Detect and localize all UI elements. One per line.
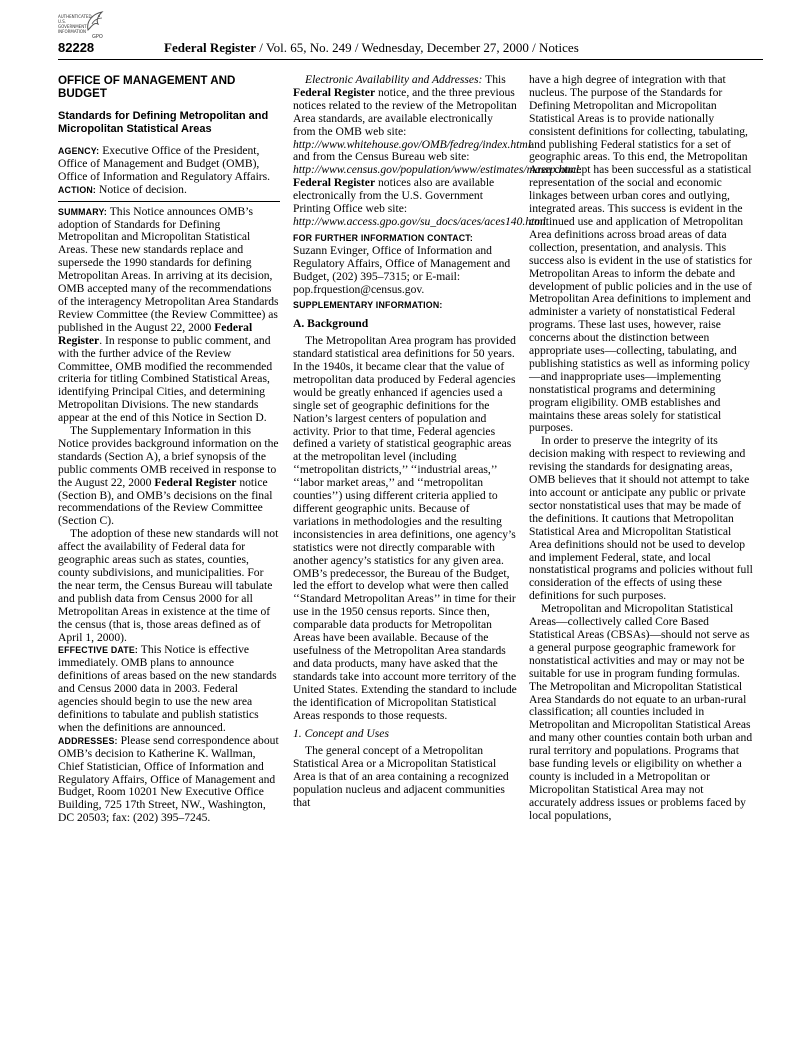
integrity-paragraph: In order to preserve the integrity of its decision making with respect to reviewing and revising the standards for designating areas, OMB believes that it should not attempt to take into account or anticipate any public or private sector nonstatistical uses that may be made of the definitions. It cautions that Metropolitan Statistical Area and Micropolitan Statistical Area definitions should not be used to develop and implement Federal, state, and local nonstatistical programs and policies without full consideration of the effects of using these definitions for such purposes.	[529, 434, 753, 603]
concept-paragraph: The general concept of a Metropolitan Statistical Area or a Micropolitan Statistical Area is that of an area containing a recognized population nucleus and adjacent communities that	[293, 744, 509, 809]
contact-text: Suzann Evinger, Office of Information and Regulatory Affairs, Office of Management and Budget, (202) 395–7315; or E-mail: pop.frquestion@census.gov.	[293, 243, 511, 296]
ea-text-3: and from the Census Bureau web site:	[293, 150, 470, 164]
action-label: ACTION:	[58, 184, 97, 195]
supp-text-2: notice (Section B), and OMB’s decisions on the final recommendations of the Review Committee (Section C).	[58, 475, 273, 528]
column-2	[293, 73, 582, 810]
section-a-heading: A. Background	[293, 317, 369, 331]
agency-label: AGENCY:	[58, 146, 100, 156]
purpose-paragraph: have a high degree of integration with that nucleus. The purpose of the Standards for Defining Metropolitan and Micropolitan Statistical Areas is to provide nationally consistent definitions for collecting, tabulating, and publishing Federal statistics for a set of geographic areas. To this end, the Metropolitan Area concept has been successful as a statistical representation of the social and economic linkages between urban cores and outlying, integrated areas. This success is evident in the continued use and application of Metropolitan Area definitions across broad areas of data collection, presentation, and analysis. This success also is evident in the use of statistics for Metropolitan Areas to inform the debate and development of public policies and in the use of Metropolitan Area definitions to implement and administer a variety of nonstatistical Federal programs. These last uses, however, raise concerns about the distinction between appropriate uses—collecting, tabulating, and publishing statistics as well as informing policy—and inappropriate uses—implementing nonstatistical programs and determining program eligibility. OMB establishes and maintains these areas solely for statistical purposes.	[529, 73, 753, 435]
addresses-text: Please send correspondence about OMB’s decision to Katherine K. Wallman, Chief Statistician, Office of Information and Regulatory Affairs, Office of Management and Budget, Room 10201 New Executive Office Building, 725 17th Street, NW., Washington, DC 20503; fax: (202) 395–7245.	[58, 733, 279, 825]
federal-register-ref: Federal Register	[293, 176, 376, 190]
agency-paragraph	[58, 145, 280, 184]
cbsa-paragraph: Metropolitan and Micropolitan Statistical Areas—collectively called Core Based Statistical Areas (CBSAs)—should not serve as a general purpose geographic framework for nonstatistical activities and may or may not be suitable for use in program funding formulas. The Metropolitan and Micropolitan Statistical Area Standards do not equate to an urban-rural classification; all counties included in Metropolitan and Micropolitan Statistical Areas and many other counties contain both urban and rural territory and populations. Programs that base funding levels or eligibility on whether a county is included in a Metropolitan or Micropolitan Statistical Area may not accurately address issues or problems faced by local populations,	[529, 602, 753, 822]
summary-text-2: . In response to public comment, and with the further advice of the Review Committee, OMB modified the recommended criteria for titling Combined Statistical Areas, identifying Principal Cities, and determining Metropolitan Divisions. The new standards appear at the end of this Notice in Section D.	[58, 333, 273, 425]
background-paragraph: The Metropolitan Area program has provided standard statistical area definitions for 50 years. In the 1940s, it became clear that the value of metropolitan data produced by Federal agencies would be greatly enhanced if agencies used a single set of geographic definitions for the Nation’s largest centers of population and activity. Prior to that time, Federal agencies defined a variety of statistical geographic areas at the metropolitan level (including ‘‘metropolitan districts,’’ ‘‘industrial areas,’’ ‘‘labor market areas,’’ and ‘‘metropolitan counties’’) using different criteria applied to different geographic units. Because of variations in methodologies and the resulting inconsistencies in area definitions, one agency’s statistics were not directly comparable with another agency’s statistics for any given area. OMB’s predecessor, the Bureau of the Budget, led the effort to develop what were then called ‘‘Standard Metropolitan Areas’’ in time for their use in the 1950 census reports. Since then, comparable data products for Metropolitan Areas have been available. Because of the usefulness of the Metropolitan Area standards and data products, many have asked that the standards take into account more territory of the United States. Extending the standard to include the identification of Micropolitan Statistical Areas responds to those requests.	[293, 334, 517, 722]
supplementary-info-heading	[293, 299, 518, 312]
federal-register-ref: Federal Register	[154, 475, 237, 489]
summary-label: SUMMARY:	[58, 206, 107, 217]
column-3	[529, 74, 754, 823]
concept-uses-heading: 1. Concept and Uses	[293, 727, 389, 741]
omb-url-link[interactable]: http://www.whitehouse.gov/OMB/fedreg/index.html	[293, 137, 531, 151]
eagle-icon	[84, 10, 106, 34]
ea-text-4: notices also are available electronically from the U.S. Government Printing Office web site:	[293, 176, 495, 216]
supplementary-paragraph	[58, 425, 280, 528]
census-url-link[interactable]: http://www.census.gov/population/www/estimates/masrp.html.	[293, 163, 582, 177]
addresses-label: ADDRESSES:	[58, 735, 118, 746]
issue-info: / Vol. 65, No. 249 / Wednesday, December 27, 2000 / Notices	[256, 40, 579, 55]
logo-text: AUTHENTICATED U.S. GOVERNMENT INFORMATION	[58, 14, 92, 34]
ea-text-1: This	[485, 73, 506, 86]
effective-date-paragraph	[58, 644, 280, 734]
logo-gpo-text: GPO	[92, 34, 103, 40]
adoption-paragraph: The adoption of these new standards will not affect the availability of Federal data for geographic areas such as states, counties, county subdivisions, and municipalities. For the near term, the Census Bureau will tabulate and publish data from Census 2000 for all Metropolitan Areas in existence at the time of the census (that is, those areas defined as of April 1, 2000).	[58, 527, 279, 644]
effective-date-label: EFFECTIVE DATE:	[58, 645, 139, 656]
supp-text-1: The Supplementary Information in this Notice provides background information on the standards (Section A), a brief synopsis of the public comments OMB received in response to the August 22, 2000	[58, 424, 279, 489]
contact-paragraph	[293, 232, 518, 297]
agency-text: Executive Office of the President, Office of Management and Budget (OMB), Office of Information and Regulatory Affairs.	[58, 144, 271, 183]
gpo-authentication-seal	[58, 10, 106, 40]
ea-text-2: notice, and the three previous notices related to the review of the Metropolitan Area standards, are available electronically from the OMB web site:	[293, 85, 517, 138]
running-head	[164, 40, 579, 56]
header-rule	[58, 59, 763, 60]
publication-name: Federal Register	[164, 40, 257, 55]
agency-heading: OFFICE OF MANAGEMENT AND BUDGET	[58, 74, 236, 100]
document-title: Standards for Defining Metropolitan and Micropolitan Statistical Areas	[58, 110, 269, 135]
action-paragraph	[58, 184, 280, 197]
addresses-paragraph	[58, 735, 280, 825]
electronic-availability-label: Electronic Availability and Addresses:	[305, 73, 483, 86]
section-divider	[58, 201, 280, 202]
electronic-availability-paragraph	[293, 73, 582, 229]
gpo-url-link[interactable]: http://www.access.gpo.gov/su_docs/aces/aces140.html.	[293, 214, 549, 228]
summary-text-1: This Notice announces OMB’s adoption of Standards for Defining Metropolitan and Micropolitan Statistical Areas. These new standards replace and supersede the 1990 standards for defining Metropolitan Areas. In arriving at its decision, OMB accepted many of the recommendations of the interagency Metropolitan Area Standards Review Committee (the Review Committee) as published in the August 22, 2000	[58, 204, 279, 334]
supplementary-info-label: SUPPLEMENTARY INFORMATION:	[293, 300, 443, 311]
effective-date-text: This Notice is effective immediately. OMB plans to announce definitions of areas based on the new standards and Census 2000 data in 2003. Federal agencies should begin to use the new area definitions to tabulate and publish statistics when the definitions are announced.	[58, 643, 277, 734]
contact-label: FOR FURTHER INFORMATION CONTACT:	[293, 232, 474, 243]
action-text: Notice of decision.	[98, 182, 187, 196]
federal-register-ref: Federal Register	[58, 320, 253, 347]
page-header	[58, 40, 763, 56]
federal-register-ref: Federal Register	[293, 85, 376, 99]
summary-paragraph	[58, 206, 280, 425]
column-1	[58, 74, 280, 825]
page-number: 82228	[58, 40, 95, 55]
